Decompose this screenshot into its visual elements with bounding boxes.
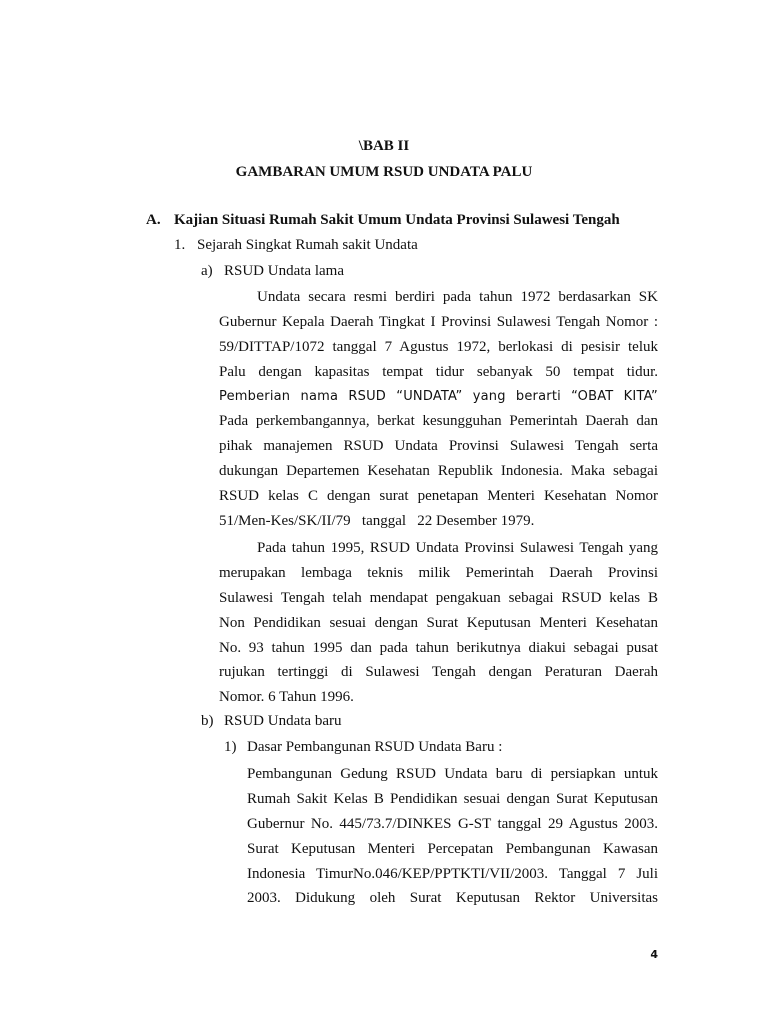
- subsection-1-marker: 1.: [174, 237, 186, 253]
- paragraph-line: Indonesia TimurNo.046/KEP/PPTKTI/VII/2003. Tanggal 7 Juli: [247, 865, 658, 882]
- section-a-marker: A.: [146, 212, 161, 228]
- paragraph-line: Undata secara resmi berdiri pada tahun 1972 berdasarkan SK: [257, 289, 658, 305]
- paragraph-line: Non Pendidikan sesuai dengan Surat Keputusan Menteri Kesehatan: [219, 614, 658, 631]
- paragraph-line: Rumah Sakit Kelas B Pendidikan sesuai dengan Surat Keputusan: [247, 790, 658, 807]
- paragraph-dasar-pembangunan: [247, 762, 658, 911]
- paragraph-line: pihak manajemen RSUD Undata Provinsi Sulawesi Tengah serta: [219, 438, 658, 455]
- page-number: 4: [650, 948, 658, 961]
- paragraph-line: 59/DITTAP/1072 tanggal 7 Agustus 1972, berlokasi di pesisir teluk: [219, 338, 658, 355]
- paragraph-line: Palu dengan kapasitas tempat tidur sebanyak 50 tempat tidur.: [219, 363, 658, 380]
- subsection-b1-title: Dasar Pembangunan RSUD Undata Baru :: [247, 739, 503, 755]
- paragraph-line: rujukan tertinggi di Sulawesi Tengah dengan Peraturan Daerah: [219, 664, 658, 681]
- paragraph-line: Gubernur Kepala Daerah Tingkat I Provinsi Sulawesi Tengah Nomor :: [219, 313, 658, 330]
- subsection-b1-marker: 1): [224, 739, 237, 755]
- chapter-label: \BAB II: [358, 138, 410, 154]
- paragraph-line: 2003. Didukung oleh Surat Keputusan Rektor Universitas: [247, 890, 658, 907]
- paragraph-line: Gubernur No. 445/73.7/DINKES G-ST tanggal 29 Agustus 2003.: [247, 815, 658, 832]
- paragraph-line: Sulawesi Tengah telah mendapat pengakuan sebagai RSUD kelas B: [219, 589, 658, 606]
- subsection-b-marker: b): [201, 713, 214, 729]
- subsection-a-title: RSUD Undata lama: [224, 263, 344, 279]
- subsection-b-title: RSUD Undata baru: [224, 713, 342, 729]
- paragraph-line: merupakan lembaga teknis milik Pemerintah Daerah Provinsi: [219, 564, 658, 581]
- paragraph-line: No. 93 tahun 1995 dan pada tahun berikutnya diakui sebagai pusat: [219, 639, 658, 656]
- section-a-title: Kajian Situasi Rumah Sakit Umum Undata Provinsi Sulawesi Tengah: [174, 212, 620, 228]
- subsection-1-title: Sejarah Singkat Rumah sakit Undata: [197, 237, 418, 253]
- chapter-title: GAMBARAN UMUM RSUD UNDATA PALU: [235, 164, 533, 180]
- paragraph-line: Surat Keputusan Menteri Percepatan Pembangunan Kawasan: [247, 840, 658, 857]
- paragraph-line: Pemberian nama RSUD “UNDATA” yang berarti “OBAT KITA”: [219, 388, 658, 404]
- paragraph-line: Pada perkembangannya, berkat kesungguhan Pemerintah Daerah dan: [219, 413, 658, 430]
- paragraph-line: Pada tahun 1995, RSUD Undata Provinsi Sulawesi Tengah yang: [257, 540, 658, 556]
- paragraph-line: dukungan Departemen Kesehatan Republik Indonesia. Maka sebagai: [219, 463, 658, 480]
- paragraph-1995: [219, 536, 658, 710]
- paragraph-line: Nomor. 6 Tahun 1996.: [219, 689, 354, 706]
- paragraph-line: 51/Men-Kes/SK/II/79 tanggal 22 Desember 1979.: [219, 513, 535, 530]
- paragraph-line: Pembangunan Gedung RSUD Undata baru di persiapkan untuk: [247, 766, 658, 782]
- paragraph-rsud-lama: [219, 285, 658, 534]
- paragraph-line: RSUD kelas C dengan surat penetapan Menteri Kesehatan Nomor: [219, 488, 658, 505]
- subsection-a-marker: a): [201, 263, 213, 279]
